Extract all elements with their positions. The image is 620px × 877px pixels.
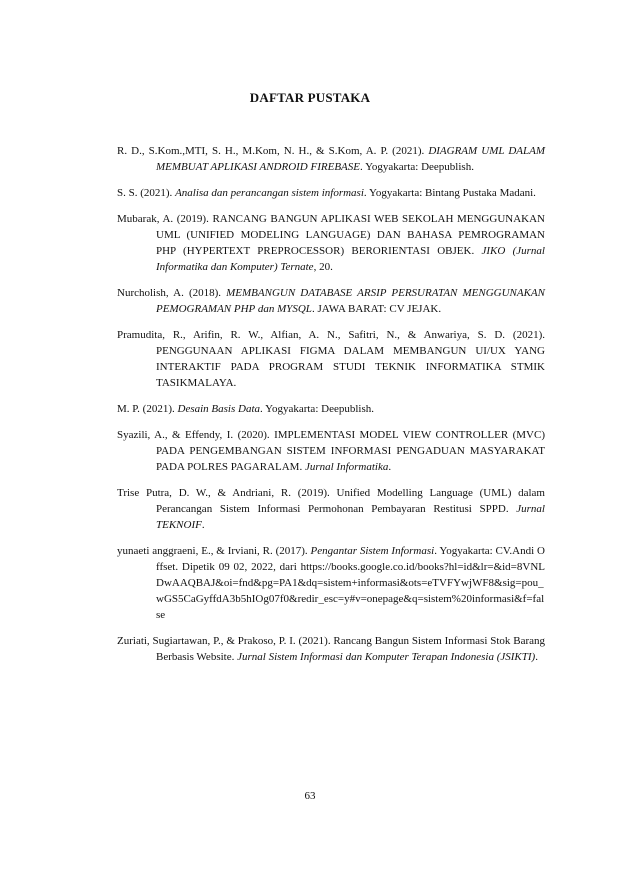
reference-italic-title: DIAGRAM UML DALAM MEMBUAT APLIKASI ANDROID FIREBASE (156, 145, 545, 173)
reference-text: Mubarak, A. (2019). RANCANG BANGUN APLIKASI WEB SEKOLAH MENGGUNAKAN UML (UNIFIED MODELING LANGUAGE) DAN BAHASA PEMROGRAMAN PHP (HYPERTEXT PREPROCESSOR) BERORIENTASI OBJEK. (117, 213, 545, 257)
reference-text: Syazili, A., & Effendy, I. (2020). IMPLEMENTASI MODEL VIEW CONTROLLER (MVC) PADA PENGEMBANGAN SISTEM INFORMASI PENGADUAN MASYARAKAT PADA POLRES PAGARALAM. (117, 429, 545, 473)
reference-italic-title: Jurnal TEKNOIF (156, 503, 545, 531)
reference-italic-title: JIKO (Jurnal Informatika dan Komputer) Ternate (156, 245, 545, 273)
reference-italic-title: Jurnal Sistem Informasi dan Komputer Terapan Indonesia (JSIKTI) (237, 651, 536, 663)
reference-italic-title: Desain Basis Data (177, 403, 261, 415)
reference-italic-title: Pengantar Sistem Informasi (310, 545, 435, 557)
reference-entry (117, 211, 545, 275)
reference-text: Trise Putra, D. W., & Andriani, R. (2019). Unified Modelling Language (UML) dalam Perancangan Sistem Informasi Permohonan Pembayaran Restitusi SPPD. (117, 487, 545, 515)
reference-italic-title: Jurnal Informatika (304, 461, 389, 473)
reference-text: . (535, 651, 538, 663)
page-number: 63 (304, 790, 316, 802)
reference-text: , 20. (313, 261, 333, 273)
reference-text: R. D., S.Kom.,MTI, S. H., M.Kom, N. H., & S.Kom, A. P. (2021). (117, 145, 429, 157)
reference-text: . Yogyakarta: Deepublish. (359, 161, 474, 173)
reference-entry (117, 543, 545, 623)
reference-list (117, 143, 545, 675)
reference-text: . (388, 461, 392, 473)
reference-italic-title: Analisa dan perancangan sistem informasi (175, 187, 364, 199)
reference-text: M. P. (2021). (117, 403, 178, 415)
reference-text: . Yogyakarta: Deepublish. (260, 403, 374, 415)
page-title: DAFTAR PUSTAKA (249, 90, 371, 105)
reference-entry (117, 427, 545, 475)
reference-text: yunaeti anggraeni, E., & Irviani, R. (2017). (117, 545, 311, 557)
reference-text: . Yogyakarta: Bintang Pustaka Madani. (363, 187, 536, 199)
reference-entry (117, 401, 545, 417)
reference-entry (117, 143, 545, 175)
reference-text: Pramudita, R., Arifin, R. W., Alfian, A. N., Safitri, N., & Anwariya, S. D. (2021). PENGGUNAAN APLIKASI FIGMA DALAM MEMBANGUN UI/UX YANG INTERAKTIF PADA PROGRAM STUDI TEKNIK INFORMATIKA STMIK TASIKMALAYA. (117, 329, 545, 389)
reference-text: Zuriati, Sugiartawan, P., & Prakoso, P. I. (2021). Rancang Bangun Sistem Informasi Stok Barang Berbasis Website. (117, 635, 545, 663)
reference-text: . (201, 519, 205, 531)
reference-entry (117, 327, 545, 391)
reference-entry (117, 285, 545, 317)
reference-italic-title: MEMBANGUN DATABASE ARSIP PERSURATAN MENGGUNAKAN PEMOGRAMAN PHP dan MYSQL (156, 287, 545, 315)
reference-text: S. S. (2021). (117, 187, 176, 199)
reference-text: . JAWA BARAT: CV JEJAK. (311, 303, 442, 315)
reference-url-text: . Yogyakarta: CV.Andi Offset. Dipetik 09 02, 2022, dari https://books.google.co.id/books?hl=id&lr=&id=8VNLDwAAQBAJ&oi=fnd&pg=PA1&dq=sistem+informasi&ots=eTVFYwjWF8&sig=pou_wGS5CaGyffdA3b5hIOg07f0&redir_esc=y#v=onepage&q=sistem%20informasi&f=false (156, 545, 545, 621)
reference-entry (117, 485, 545, 533)
reference-text: Nurcholish, A. (2018). (117, 287, 227, 299)
reference-entry (117, 633, 545, 665)
reference-entry (117, 185, 545, 201)
